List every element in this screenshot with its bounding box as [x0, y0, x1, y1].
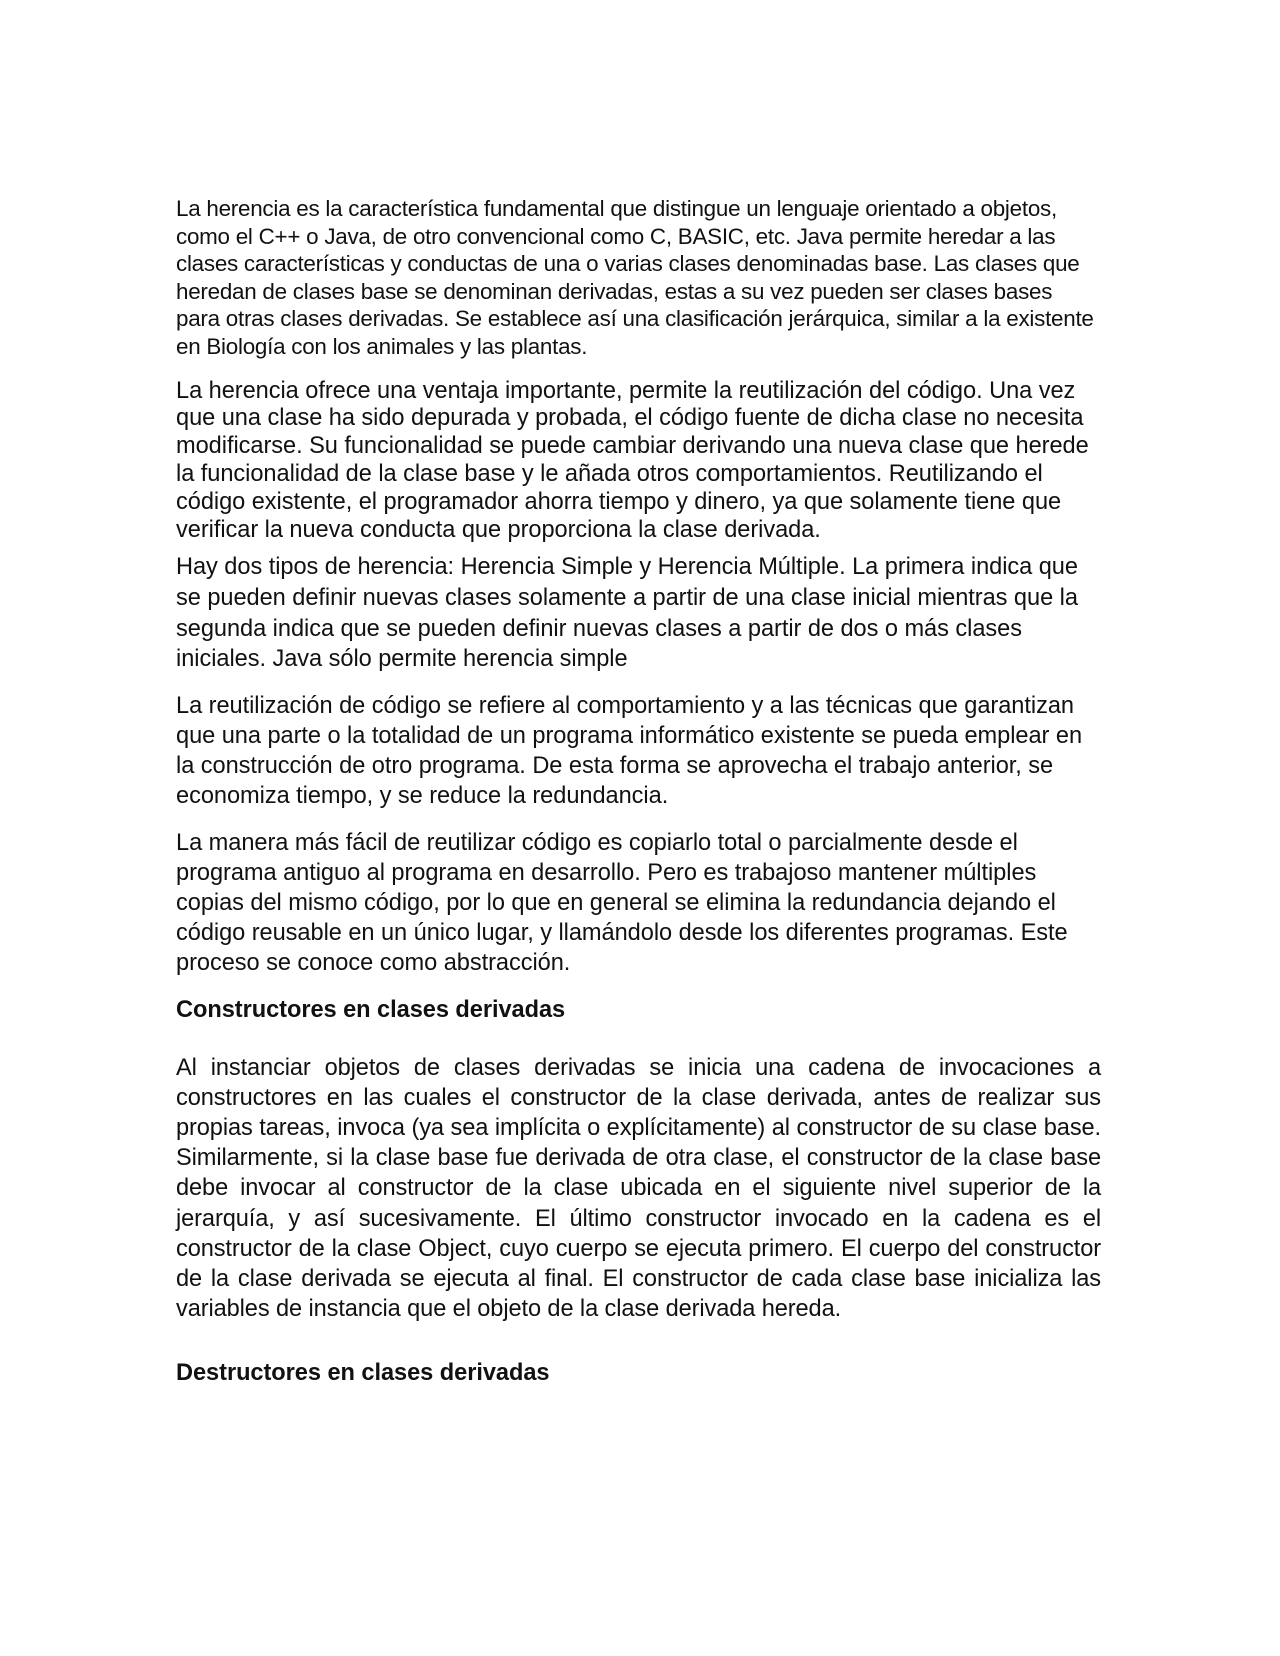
- paragraph-inheritance-advantage: La herencia ofrece una ventaja importante, permite la reutilización del código. Una vez que una clase ha sido depurada y probada, el código fuente de dicha clase no necesita modificarse. Su funcionalidad se puede cambiar derivando una nueva clase que herede la funcionalidad de la clase base y le añada otros comportamientos. Reutilizando el código existente, el programador ahorra tiempo y dinero, ya que solamente tiene que verificar la nueva conducta que proporciona la clase derivada.: [176, 377, 1089, 543]
- heading-constructors: Constructores en clases derivadas: [176, 996, 566, 1023]
- paragraph-abstraction: La manera más fácil de reutilizar código es copiarlo total o parcialmente desde el programa antiguo al programa en desarrollo. Pero es trabajoso mantener múltiples copias del mismo código, por lo que en general se elimina la redundancia dejando el código reusable en un único lugar, y llamándolo desde los diferentes programas. Este proceso se conoce como abstracción.: [176, 829, 1068, 977]
- document-body: [176, 195, 1101, 1388]
- paragraph-constructors: Al instanciar objetos de clases derivadas se inicia una cadena de invocaciones a constructores en las cuales el constructor de la clase derivada, antes de realizar sus propias tareas, invoca (ya sea implícita o explícitamente) al constructor de su clase base. Similarmente, si la clase base fue derivada de otra clase, el constructor de la clase base debe invocar al constructor de la clase ubicada en el siguiente nivel superior de la jerarquía, y así sucesivamente. El último constructor invocado en la cadena es el constructor de la clase Object, cuyo cuerpo se ejecuta primero. El cuerpo del constructor de la clase derivada se ejecuta al final. El constructor de cada clase base inicializa las variables de instancia que el objeto de la clase derivada hereda.: [176, 1054, 1101, 1323]
- paragraph-code-reuse: La reutilización de código se refiere al comportamiento y a las técnicas que garantizan que una parte o la totalidad de un programa informático existente se pueda emplear en la construcción de otro programa. De esta forma se aprovecha el trabajo anterior, se economiza tiempo, y se reduce la redundancia.: [176, 692, 1083, 810]
- paragraph-inheritance-intro: La herencia es la característica fundamental que distingue un lenguaje orientado a objetos, como el C++ o Java, de otro convencional como C, BASIC, etc. Java permite heredar a las clases características y conductas de una o varias clases denominadas base. Las clases que heredan de clases base se denominan derivadas, estas a su vez pueden ser clases bases para otras clases derivadas. Se establece así una clasificación jerárquica, similar a la existente en Biología con los animales y las plantas.: [176, 196, 1094, 359]
- paragraph-inheritance-types: Hay dos tipos de herencia: Herencia Simple y Herencia Múltiple. La primera indica que se pueden definir nuevas clases solamente a partir de una clase inicial mientras que la segunda indica que se pueden definir nuevas clases a partir de dos o más clases iniciales. Java sólo permite herencia simple: [176, 554, 1078, 673]
- heading-destructors: Destructores en clases derivadas: [176, 1360, 550, 1387]
